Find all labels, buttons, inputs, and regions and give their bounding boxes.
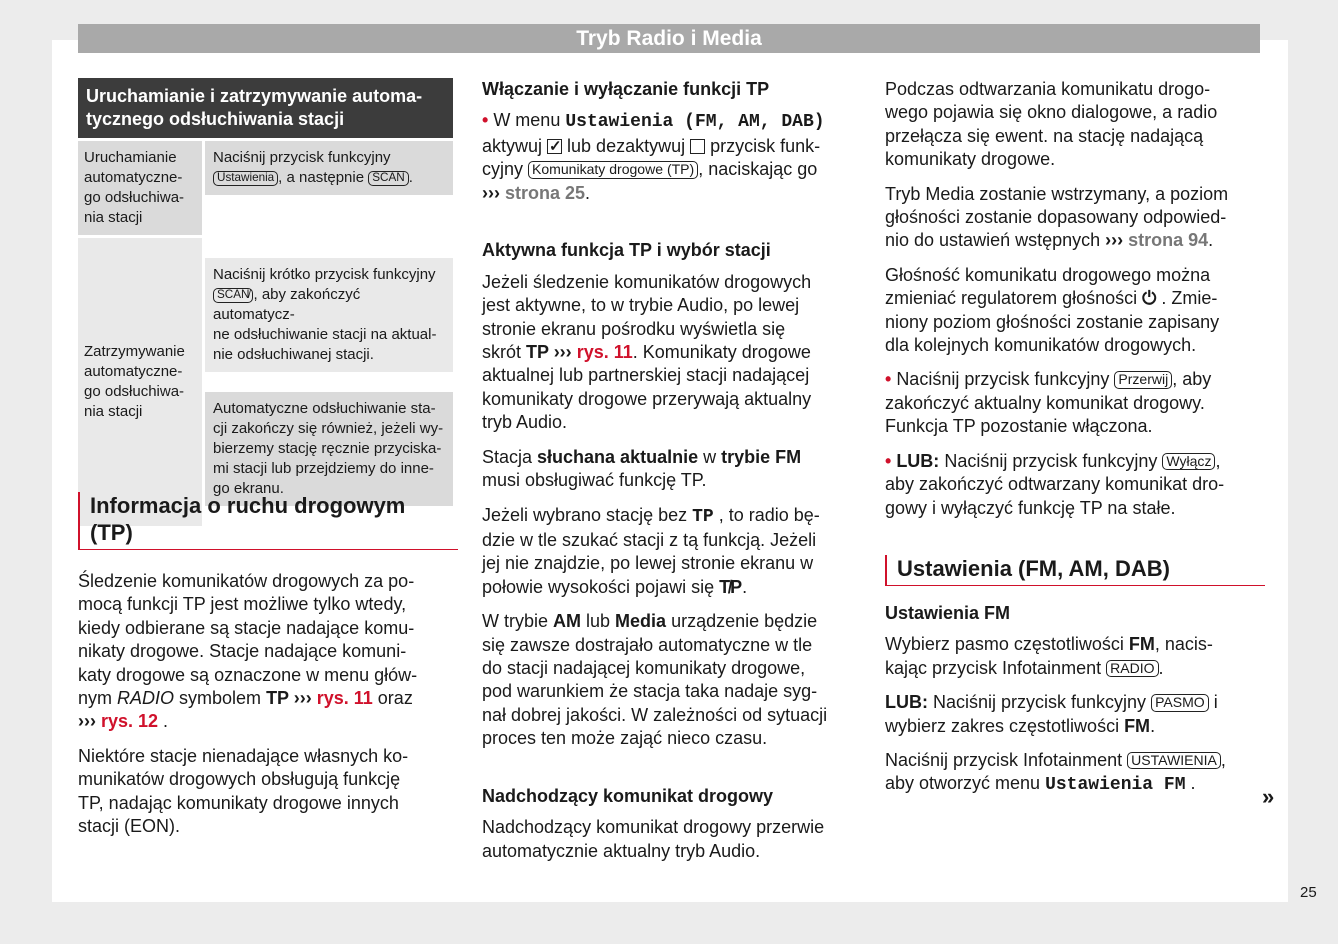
text-segment: przycisk funk- cyjny [482, 135, 821, 180]
row-cell [205, 258, 453, 372]
paragraph [482, 610, 867, 750]
subheading: Aktywna funkcja TP i wybór stacji [482, 240, 771, 261]
text-segment: . Zmie- niony poziom głośności zostanie zapisany dla kolejnych komunikatów drogowych. [885, 288, 1220, 356]
key-label: Przerwij [1114, 371, 1172, 388]
text-segment: ⏻ [1142, 288, 1157, 309]
paragraph [78, 745, 458, 839]
text-segment: LUB: [885, 692, 928, 713]
bullet-icon: • [885, 450, 897, 471]
text-segment: Naciśnij krótko przycisk funkcyjny [213, 266, 436, 283]
text-segment: Naciśnij przycisk funkcyjny [939, 450, 1163, 471]
text-segment: FM [1124, 715, 1151, 736]
cross-reference-link[interactable]: rys. 11 [316, 688, 373, 709]
text-segment: Głośność komunikatu drogowego można zmieniać regulatorem głośności [885, 264, 1211, 309]
text-segment: . [1208, 230, 1214, 251]
paragraph [482, 446, 867, 493]
text-segment: musi obsługiwać funkcję TP. [482, 470, 707, 491]
column-2 [482, 78, 867, 874]
text-segment: Stacja [482, 446, 538, 467]
cross-reference-link[interactable]: rys. 12 [100, 711, 159, 732]
subheading: Ustawienia FM [885, 602, 1011, 623]
text-segment: Ustawienia FM [1045, 775, 1186, 796]
text-segment: Naciśnij przycisk funkcyjny [213, 149, 391, 166]
text-segment: TP ››› [526, 342, 577, 363]
cross-reference-link[interactable]: strona 25 [504, 182, 586, 203]
text-segment: Wybierz pasmo częstotliwości [885, 634, 1129, 655]
text-segment: Naciśnij przycisk funkcyjny [896, 369, 1115, 390]
paragraph [885, 78, 1265, 172]
paragraph [885, 450, 1265, 520]
text-segment: , aby zakończyć odtwarzany komunikat dro- gowy i wyłączyć funkcję TP na stałe. [885, 450, 1225, 518]
text-segment: Automatyczne odsłuchiwanie sta- cji zakończy się również, jeżeli wy- bierzemy stację ręcznie przyciska- mi stacji lub przejdziemy do inne- go ekranu. [213, 400, 444, 497]
scan-table [78, 78, 453, 526]
text-segment: . [742, 576, 748, 597]
text-segment: . [408, 169, 413, 186]
text-segment: ››› [1105, 230, 1129, 251]
text-segment: lub [581, 611, 616, 632]
text-segment: w [698, 446, 722, 467]
paragraph [885, 264, 1265, 358]
key-label: Komunikaty drogowe (TP) [528, 161, 698, 178]
text-segment: i wybierz zakres częstotliwości [885, 692, 1218, 736]
paragraph [885, 368, 1265, 438]
column-3 [885, 78, 1265, 809]
paragraph [482, 109, 867, 205]
section-title-tp: Informacja o ruchu drogowym (TP) [78, 492, 458, 550]
paragraph [885, 183, 1265, 253]
page-header: Tryb Radio i Media [78, 24, 1260, 53]
text-segment: , aby otworzyć menu [885, 749, 1226, 794]
text-segment: Ustawienia (FM, AM, DAB) [565, 112, 825, 133]
text-segment: ››› [288, 688, 317, 709]
text-segment: . Komunikaty drogowe aktualnej lub partnerskiej stacji nadającej komunikaty drogowe przerywają aktualny tryb Audio. [482, 342, 812, 433]
key-label: PASMO [1151, 694, 1209, 711]
row-cell [205, 141, 453, 195]
cross-reference-link[interactable]: rys. 11 [576, 342, 633, 363]
paragraph [78, 570, 458, 734]
table-row [78, 141, 453, 235]
text-segment: , nacis- kając przycisk Infotainment [885, 634, 1213, 678]
text-segment: , aby zakończyć aktualny komunikat drogowy. Funkcja TP pozostanie włączona. [885, 369, 1212, 437]
paragraph [885, 633, 1265, 680]
row-label: Uruchamianie automatyczne- go odsłuchiwa- nia stacji [78, 141, 202, 235]
cross-reference-link[interactable]: strona 94 [1128, 230, 1209, 251]
text-segment: , a następnie [278, 169, 369, 186]
paragraph [482, 271, 867, 435]
subheading: Nadchodzący komunikat drogowy [482, 785, 774, 806]
paragraph [482, 816, 867, 863]
table-row [78, 238, 453, 526]
text-segment: , naciskając go [698, 159, 818, 180]
text-segment: TP [266, 688, 289, 709]
text-segment: Nadchodzący komunikat drogowy przerwie automatycznie aktualny tryb Audio. [482, 817, 825, 861]
text-segment: . [585, 182, 591, 203]
paragraph [482, 504, 867, 600]
text-segment: FM [1128, 634, 1155, 655]
text-segment: Naciśnij przycisk funkcyjny [928, 692, 1152, 713]
text-segment: RADIO [117, 688, 175, 709]
continue-mark: » [1262, 784, 1275, 809]
text-segment: . [158, 711, 169, 732]
text-segment: . [1150, 715, 1156, 736]
section-title-settings: Ustawienia (FM, AM, DAB) [885, 555, 1265, 586]
text-segment: Naciśnij przycisk Infotainment [885, 749, 1128, 770]
text-segment: oraz [377, 688, 413, 709]
text-segment: T̸P [719, 576, 743, 597]
text-segment: LUB: [896, 450, 940, 471]
text-segment: symbolem [174, 688, 267, 709]
text-segment: lub dezaktywuj [562, 135, 691, 156]
column-1 [78, 492, 458, 849]
row-label: Zatrzymywanie automatyczne- go odsłuchiwa- nia stacji [78, 238, 202, 526]
text-segment: , aby zakończyć automatycz- ne odsłuchiwanie stacji na aktual- nie odsłuchiwanej stacji. [213, 286, 437, 363]
column-3-bottom [885, 602, 1265, 798]
text-segment: słuchana aktualnie [537, 446, 699, 467]
bullet-icon: • [885, 369, 897, 390]
key-label: USTAWIENIA [1127, 752, 1221, 769]
text-segment: Jeżeli śledzenie komunikatów drogowych jest aktywne, to w trybie Audio, po lewej stronie ekranu pośrodku wyświetla się skrót [482, 271, 812, 363]
text-segment: Śledzenie komunikatów drogowych za po- mocą funkcji TP jest możliwe tylko wtedy, kiedy odbierane są stacje nadające komu- nikaty drogowe. Stacje nadające komuni- katy drogowe są oznaczone w menu głów- nym [78, 571, 418, 709]
text-segment: TP [692, 506, 714, 527]
text-segment: ››› [482, 182, 505, 203]
subheading: Włączanie i wyłączanie funkcji TP [482, 79, 770, 99]
column-3-top [885, 78, 1265, 520]
key-label: RADIO [1106, 660, 1158, 677]
row-cell [205, 392, 453, 506]
text-segment: urządzenie będzie się zawsze dostrajało automatyczne w tle do stacji nadającej komunikaty drogowe, pod warunkiem że stacja taka nadaje syg- nał dobrej jakości. W zależności od sytuacji proces ten może zająć nieco czasu. [482, 611, 828, 749]
text-segment: , to radio bę- dzie w tle szukać stacji z tą funkcją. Jeżeli jej nie znajdzie, po lewej stronie ekranu w połowie wysokości pojawi się [482, 504, 820, 597]
text-segment: aktywuj [482, 135, 543, 156]
text-segment: Niektóre stacje nienadające własnych ko- munikatów drogowych obsługują funkcję TP, nadając komunikaty drogowe innych stacji (EON). [78, 745, 409, 837]
text-segment: Jeżeli wybrano stację bez [482, 504, 693, 525]
text-segment: . [1158, 657, 1164, 678]
text-segment: . [1185, 773, 1196, 794]
key-label: Wyłącz [1162, 453, 1215, 470]
checkbox-checked-icon [547, 139, 562, 154]
table-title: Uruchamianie i zatrzymywanie automa- tycznego odsłuchiwania stacji [78, 78, 453, 138]
key-label: Ustawienia [213, 171, 278, 186]
page-number: 25 [1300, 884, 1317, 901]
text-segment: ››› [78, 711, 101, 732]
key-label: SCAN̸ [213, 288, 253, 303]
text-segment: Podczas odtwarzania komunikatu drogo- wego pojawia się okno dialogowe, a radio przełącza się ewent. na stację nadającą komunikaty drogowe. [885, 79, 1218, 170]
text-segment: Tryb Media zostanie wstrzymany, a poziom głośności zostanie dopasowany odpowied- nio do ustawień wstępnych [885, 183, 1229, 251]
checkbox-empty-icon [690, 139, 705, 154]
bullet-icon: • [482, 110, 494, 131]
paragraph [885, 749, 1265, 798]
text-segment: W trybie [482, 611, 554, 632]
key-label: SCAN [368, 171, 408, 186]
text-segment: AM [553, 611, 582, 632]
text-segment: W menu [493, 110, 566, 131]
paragraph [885, 691, 1265, 738]
text-segment: trybie FM [721, 446, 802, 467]
text-segment: Media [615, 611, 667, 632]
